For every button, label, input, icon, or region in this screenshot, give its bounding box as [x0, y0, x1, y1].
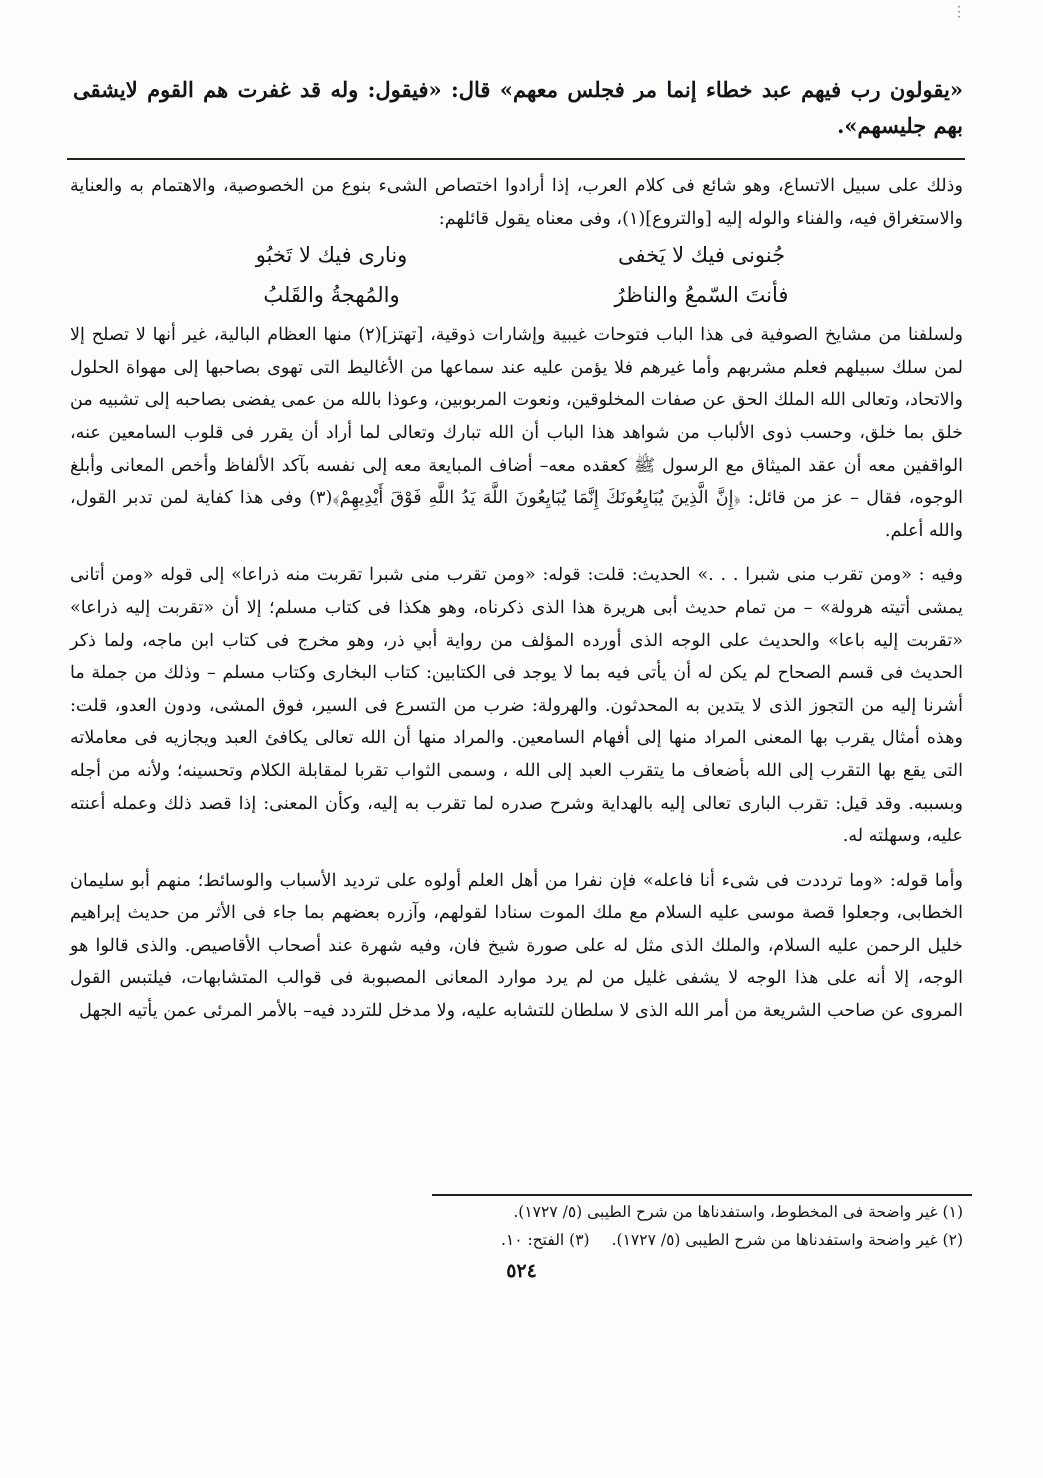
header-quote: «يقولون رب فيهم عبد خطاء إنما مر فجلس معهم» قال: «فيقول: وله قد غفرت هم القوم لايشقى بهم جليسهم». — [73, 77, 963, 138]
paragraph-3: وفيه : «ومن تقرب منى شبرا . . .» الحديث: قلت: قوله: «ومن تقرب منى شبرا تقربت منه ذراعا» إلى قوله «ومن أتانى يمشى أتيته هرولة» – من تمام حديث أبى هريرة هذا الذى ذكرناه، وهو هكذا فى كتاب مسلم؛ إلا أن «تقربت إليه ذراعا» «تقربت إليه باعا» والحديث على الوجه الذى أورده المؤلف من رواية أبي ذر، وهو مخرج فى كتاب ابن ماجه، ولما ذكر الحديث فى قسم الصحاح لم يكن له أن يأتى فيه بما لا يوجد فى الكتابين: كتاب البخارى وكتاب مسلم – وذلك من جملة ما أشرنا إليه من التجوز الذى لا يتدين به المحدثون. والهرولة: ضرب من التسرع فى السير، فوق المشى، ودون العدو، قلت: وهذه أمثال يقرب بها المعنى المراد منها إلى أفهام السامعين. والمراد منها أن الله تعالى يكافئ العبد ويجازيه فى معاملاته التى يقع بها التقرب إلى الله بأضعاف ما يتقرب العبد إلى الله ، وسمى الثواب تقربا لمقابلة الكلام وتحسينه؛ ولأنه من أجله وبسببه. وقد قيل: تقرب البارى تعالى إليه بالهداية وشرح صدره لما تقرب به إليه، وكأن المعنى: إذا قصد ذلك وعمله أعنته عليه، وسهلته له. — [70, 565, 963, 847]
footnote-1: (١) غير واضحة فى المخطوط، واستفدناها من شرح الطيبى (٥/ ١٧٢٧). — [513, 1203, 963, 1221]
main-text — [70, 170, 963, 1028]
paragraph-4: وأما قوله: «وما ترددت فى شىء أنا فاعله» فإن نفرا من أهل العلم أولوه على ترديد الأسباب والوسائط؛ منهم أبو سليمان الخطابى، وجعلوا قصة موسى عليه السلام مع ملك الموت سنادا لقولهم، وآزره بعضهم بما جاء فى الأثر من حديث إبراهيم خليل الرحمن عليه السلام، والملك الذى مثل له على صورة شيخ فان، وفيه شهرة عند أصحاب الأقاصيص. والذى قالوا هو الوجه، إلا أنه على هذا الوجه لا يشفى غليل من لم يرد موارد المعانى المصبوبة فى قوالب المتشابهات، فيلتبس القول المروى عن صاحب الشريعة من أمر الله الذى لا سلطان للتشابه عليه، ولا مدخل للتردد فيه– بالأمر المرئى عمن يأتيه الجهل — [70, 870, 963, 1022]
poem-line-2-first: فأنتَ السّمعُ والناظرُ — [614, 283, 789, 308]
footnote-2: (٢) غير واضحة واستفدناها من شرح الطيبى (٥/ ١٧٢٧). — [611, 1231, 963, 1249]
footnote-row-2 — [283, 1226, 963, 1254]
footnote-rule — [432, 1194, 972, 1196]
footnote-3: (٣) الفتح: ١٠. — [500, 1231, 590, 1249]
poem-line-2-second: والمُهجةُ والقَلبُ — [263, 283, 400, 308]
paragraph-2: ولسلفنا من مشايخ الصوفية فى هذا الباب فتوحات غيبية وإشارات ذوقية، [تهتز](٢) منها العظام البالية، غير أنها لا تصلح إلا لمن سلك سبيلهم فعلم مشربهم وأما غيرهم فلا يؤمن عليه عند سماعها من الأغاليط التى تهوى بصاحبها إلى مهواة الحلول والاتحاد، وتعالى الله الملك الحق عن صفات المخلوقين، ونعوت المربوبين، وعوذا بالله من عمى يفضى بصاحبه إلى تشبيه من خلق بما خلق، وحسب ذوى الألباب من شواهد هذا الباب أن الله تبارك وتعالى لما أراد أن يقرر فى قلوب السامعين عنه، الواقفين معه أن عقد الميثاق مع الرسول ﷺ كعقده معه– أضاف المبايعة معه إلى نفسه بآكد الألفاظ وأخص المعانى وأبلغ الوجوه، فقال – عز من قائل: ﴿إِنَّ الَّذِينَ يُبَايِعُونَكَ إِنَّمَا يُبَايِعُونَ اللَّهَ يَدُ اللَّهِ فَوْقَ أَيْدِيهِمْ﴾(٣) وفى هذا كفاية لمن تدبر القول، والله أعلم. — [70, 325, 964, 541]
page-number: ٥٢٤ — [506, 1260, 537, 1282]
footnotes — [283, 1198, 963, 1254]
corner-mark: ⋮ — [952, 4, 966, 20]
poem-line-1-second: ونارى فيك لا تَخبُو — [255, 243, 408, 268]
poem-line-1-first: جُنونى فيك لا يَخفى — [617, 243, 786, 268]
paragraph-1: وذلك على سبيل الاتساع، وهو شائع فى كلام العرب، إذا أرادوا اختصاص الشىء بنوع من الخصوصية، والاهتمام به والعناية والاستغراق فيه، والفناء والوله إليه [والتروع](١)، وفى معناه يقول قائلهم: — [70, 176, 963, 229]
header-rule — [67, 158, 965, 160]
poem — [70, 235, 963, 315]
